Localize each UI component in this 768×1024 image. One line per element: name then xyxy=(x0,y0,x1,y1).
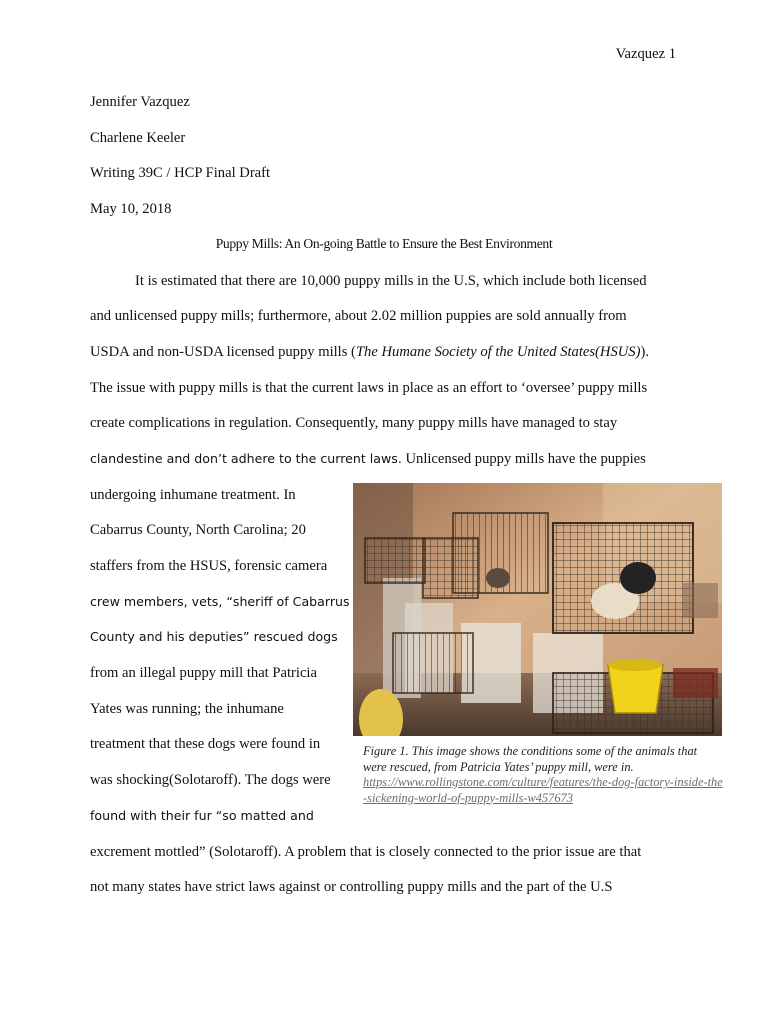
body-line-14: treatment that these dogs were found in xyxy=(90,736,321,752)
document-date: May 10, 2018 xyxy=(90,201,172,217)
body-line-6-text: Unlicensed puppy mills have the puppies xyxy=(401,451,646,467)
body-line-11: County and his deputies” rescued dogs xyxy=(90,629,338,644)
body-line-7: undergoing inhumane treatment. In xyxy=(90,487,296,503)
body-line-15: was shocking(Solotaroff). The dogs were xyxy=(90,772,331,788)
body-line-3-text: USDA and non-USDA licensed puppy mills ( xyxy=(90,344,356,360)
body-line-12: from an illegal puppy mill that Patricia xyxy=(90,665,317,681)
body-line-1: It is estimated that there are 10,000 puppy mills in the U.S, which include both licensed xyxy=(135,273,647,289)
body-line-3 xyxy=(90,342,649,362)
body-line-10: crew members, vets, “sheriff of Cabarrus xyxy=(90,594,350,609)
figure-caption xyxy=(363,744,723,806)
running-header: Vazquez 1 xyxy=(615,46,676,62)
body-line-9: staffers from the HSUS, forensic camera xyxy=(90,558,328,574)
body-line-13: Yates was running; the inhumane xyxy=(90,701,284,717)
body-line-3-end: ). xyxy=(640,344,649,360)
source-hsus: The Humane Society of the United States(HSUS) xyxy=(355,344,641,360)
instructor-name: Charlene Keeler xyxy=(90,130,186,146)
body-line-6 xyxy=(90,449,646,469)
puppy-mill-photo xyxy=(353,483,722,736)
body-line-6-alt: clandestine and don’t adhere to the current laws. xyxy=(90,451,402,466)
course-name: Writing 39C / HCP Final Draft xyxy=(90,165,271,181)
body-line-8: Cabarrus County, North Carolina; 20 xyxy=(90,522,306,538)
body-line-5: create complications in regulation. Consequently, many puppy mills have managed to stay xyxy=(90,415,618,431)
body-line-16: found with their fur “so matted and xyxy=(90,808,314,823)
author-name: Jennifer Vazquez xyxy=(90,94,190,110)
body-line-4: The issue with puppy mills is that the current laws in place as an effort to ‘oversee’ puppy mills xyxy=(90,380,648,396)
body-line-17: excrement mottled” (Solotaroff). A problem that is closely connected to the prior issue are that xyxy=(90,844,642,860)
figure-caption-text: Figure 1. This image shows the conditions some of the animals that were rescued, from Patricia Yates’ puppy mill, were in. xyxy=(363,744,698,774)
figure-source-link[interactable]: https://www.rollingstone.com/culture/features/the-dog-factory-inside-the-sickening-world-of-puppy-mills-w457673 xyxy=(363,775,723,805)
body-line-2: and unlicensed puppy mills; furthermore, about 2.02 million puppies are sold annually from xyxy=(90,308,627,324)
body-line-18: not many states have strict laws against or controlling puppy mills and the part of the U.S xyxy=(90,879,613,895)
paper-title: Puppy Mills: An On-going Battle to Ensure the Best Environment xyxy=(215,236,553,251)
figure-photo xyxy=(353,483,722,736)
